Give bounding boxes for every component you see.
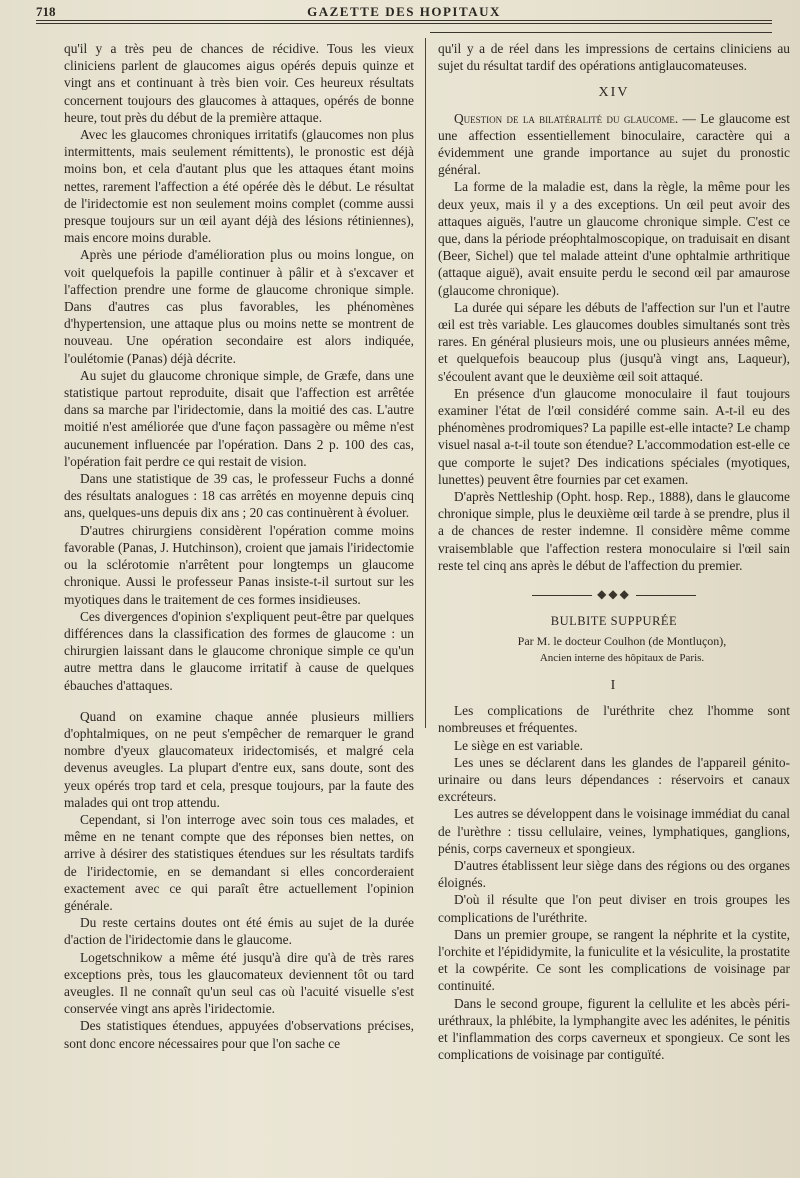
paragraph: Les autres se développent dans le voisinage immédiat du canal de l'urèthre : tissu cellulaire, veines, lymphatiques, ganglions, pénis, corps caverneux et spongieux.	[438, 806, 790, 856]
paragraph: Dans le second groupe, figurent la cellulite et les abcès péri-uréthraux, la phlébite, la lymphangite avec les adénites, le pénitis et l'inflammation des corps caverneux et spongieux. Ce sont les complications de voisinage par contiguïté.	[438, 995, 790, 1063]
paragraph: Cependant, si l'on interroge avec soin tous ces malades, et même en ne tenant compte que des réponses bien nettes, on arrive à désirer des statistiques étendues sur les résultats tardifs de l'iridectomie, en se demandant si elles concorderaient exactement avec ce qui paraît être actuellement l'opinion générale.	[64, 811, 414, 913]
section-number-i: I	[610, 677, 618, 693]
header-rule-top	[36, 20, 772, 21]
paragraph: qu'il y a très peu de chances de récidive. Tous les vieux cliniciens parlent de glaucomes aigus opérés depuis quinze et vingt ans et continuant à très bien voir. Ces heureux résultats concernent toujours des glaucomes à attaques, opérés de bonne heure, tout près du début de la première attaque.	[64, 41, 414, 125]
paragraph: Des statistiques étendues, appuyées d'observations précises, sont donc encore nécessaires pour que l'on sache ce	[64, 1018, 414, 1051]
question-heading: Question de la bilatéralité du glaucome.	[454, 110, 679, 126]
header-rule-bottom	[36, 23, 772, 24]
paragraph: La forme de la maladie est, dans la règle, la même pour les deux yeux, mais il y a des exceptions. Un œil peut avoir des attaques aiguës, l'autre un glaucome chronique simple. C'est ce que, dans la période préophtalmoscopique, on traduisait en disant (Beer, Sichel) que tel malade atteint d'une ophtalmie arthritique (attaque aiguë), avait ensuite perdu le second œil par amaurose (glaucome chronique).	[438, 179, 790, 298]
paragraph: Dans une statistique de 39 cas, le professeur Fuchs a donné des résultats analogues : 18 cas arrêtés en moyenne depuis cinq ans, quelques-uns depuis dix ans ; 20 cas continuèrent à évoluer.	[64, 471, 414, 521]
paragraph: Les unes se déclarent dans les glandes de l'appareil génito-urinaire ou dans leurs dépendances : réservoirs et canaux excréteurs.	[438, 754, 790, 805]
question-paragraph	[438, 110, 790, 179]
section-number-xiv: XIV	[598, 85, 630, 101]
paragraph: qu'il y a de réel dans les impressions de certains cliniciens au sujet du résultat tardif des opérations antiglaucomateuses.	[438, 41, 790, 74]
column-divider	[425, 38, 426, 728]
paragraph: D'après Nettleship (Opht. hosp. Rep., 1888), dans le glaucome chronique simple, plus le deuxième œil tarde à se prendre, plus il a de chances de rester indemne. Il considère même comme vraisemblable que l'affection restera monoculaire si l'œil sain reste tel cinq ans après le début de l'affection du premier.	[438, 489, 790, 573]
article-title: BULBITE SUPPURÉE	[550, 614, 678, 629]
paragraph: Logetschnikow a même été jusqu'à dire qu'à de très rares exceptions près, tous les glaucomateux deviennent tôt ou tard aveugles. Il ne connaît qu'un seul cas où l'acuité visuelle s'est conservée vingt ans après l'iridectomie.	[64, 949, 414, 1017]
paragraph: Le siège en est variable.	[454, 737, 584, 753]
paragraph: Du reste certains doutes ont été émis au sujet de la durée d'action de l'iridectomie dans le glaucome.	[64, 915, 414, 948]
left-column	[64, 40, 414, 1052]
paragraph: Quand on examine chaque année plusieurs milliers d'ophtalmiques, on ne peut s'empêcher de remarquer le grand nombre d'yeux glaucomateux iridectomisés, et malgré cela devenus aveugles. La plupart d'entre eux, sans doute, sont des yeux opérés trop tard et cela, presque toujours, par la faute des malades qui ont trop attendu.	[64, 708, 414, 810]
author-affiliation: Ancien interne des hôpitaux de Paris.	[539, 651, 705, 664]
paragraph: D'où il résulte que l'on peut diviser en trois groupes les complications de l'uréthrite.	[438, 892, 790, 925]
page-number: 718	[36, 4, 56, 19]
paragraph: Ces divergences d'opinion s'expliquent peut-être par quelques différences dans la classification des formes de glaucome : un chirurgien laissant dans le glaucome chronique simple ce qu'un autre mettra dans le glaucome irritatif à cause de quelques ébauches d'attaques.	[64, 608, 414, 693]
right-column-rule	[430, 32, 772, 33]
paragraph: D'autres chirurgiens considèrent l'opération comme moins favorable (Panas, J. Hutchinson), croient que jamais l'iridectomie ou la sclérotomie n'arrêtent pour longtemps un glaucome chronique. Aussi le professeur Panas insiste-t-il surtout sur les myotiques dans le traitement de ces formes insidieuses.	[64, 522, 414, 607]
paragraph: En présence d'un glaucome monoculaire il faut toujours examiner l'état de l'œil considéré comme sain. A-t-il eu des phénomènes prodromiques? La papille est-elle intacte? Le champ visuel nasal a-t-il toute son étendue? L'accommodation est-elle ce que comporte le sujet? Des indications spéciales (myotiques, lunettes) peuvent être fournies par cet examen.	[438, 385, 790, 487]
paragraph: Avec les glaucomes chroniques irritatifs (glaucomes non plus intermittents, mais seulement rémittents), le pronostic est déjà moins bon, et cela d'autant plus que les attaques étant moins nettes, rarement l'affection a été opérée dès le début. Le résultat de l'iridectomie est non seulement moins complet (comme aussi presque toujours sur un œil ayant déjà des lésions rétiniennes), mais encore moins durable.	[64, 127, 414, 246]
paragraph: Au sujet du glaucome chronique simple, de Græfe, dans une statistique partout reproduite, disait que l'affection est arrêtée dans sa marche par l'iridectomie, dans la moitié des cas. L'autre moitié n'est améliorée que d'une façon passagère ou même n'est aucunement influencée par l'opération. Dans 2 p. 100 des cas, l'opération fait perdre ce qui restait de vision.	[64, 367, 414, 469]
paragraph: Les complications de l'uréthrite chez l'homme sont nombreuses et fréquentes.	[438, 703, 790, 736]
running-title: GAZETTE DES HOPITAUX	[307, 4, 501, 19]
question-text: — Le glaucome est une affection essentiellement binoculaire, caractère qui a évidemment une grande importance au sujet du pronostic général.	[438, 110, 790, 178]
paragraph: Après une période d'amélioration plus ou moins longue, on voit quelquefois la papille continuer à pâlir et à s'excaver et l'affection prendre une forme de glaucome chronique simple. Dans d'autres cas plus favorables, les phénomènes d'hypertension, une attaque plus ou moins nette se montrent de nouveau. Une opération secondaire est alors indiquée, l'oulétomie (Panas) déjà décrite.	[64, 247, 414, 366]
section-ornament: ◆◆◆	[438, 586, 790, 603]
paragraph: La durée qui sépare les débuts de l'affection sur l'un et l'autre œil est très variable. Les glaucomes doubles simultanés sont très rares. En général plusieurs mois, une ou plusieurs années même, et quelquefois beaucoup plus (jusqu'à vingt ans, Laqueur), s'écoulent avant que le deuxième œil soit attaqué.	[438, 299, 790, 384]
paragraph: D'autres établissent leur siège dans des régions ou des organes éloignés.	[438, 857, 790, 891]
right-column	[438, 40, 790, 1063]
article-byline: Par M. le docteur Coulhon (de Montluçon),	[517, 633, 727, 648]
paragraph: Dans un premier groupe, se rangent la néphrite et la cystite, l'orchite et l'épididymite, la funiculite et la vésiculite, la prostatite et la cowpérite. Ce sont les complications de voisinage par continuité.	[438, 926, 790, 994]
